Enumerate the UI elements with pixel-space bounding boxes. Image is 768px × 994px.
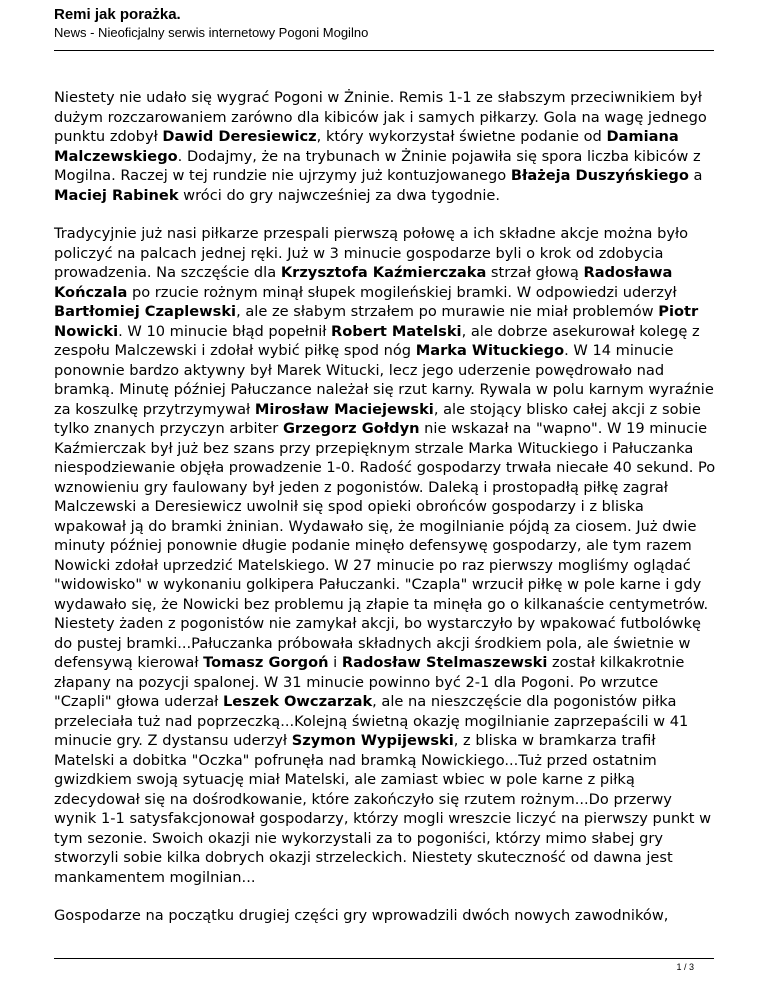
text-run: wróci do gry najwcześniej za dwa tygodnie. [178,186,501,204]
text-run: nie wskazał na "wapno". W 19 minucie Kaźmierczak był już bez szans przy przepięknym strzale Marka Wituckiego i Pałuczanka niespodziewanie objęła prowadzenie 1-0. Radość gospodarzy trwała niecałe 40 sekund. Po wznowieniu gry faulowany był jeden z pogonistów. Daleką i prostopadłą piłkę zagrał Malczewski a Deresiewicz uwolnił się spod opieki obrońców gospodarzy i z bliska wpakował ją do bramki żninian. Wydawało się, że mogilnianie pójdą za ciosem. Już dwie minuty później ponownie długie podanie minęło defensywę gospodarzy, ale tym razem Nowicki zdołał uprzedzić Matelskiego. W 27 minucie po raz pierwszy mogliśmy oglądać "widowisko" w wykonaniu golkipera Pałuczanki. "Czapla" wrzucił piłkę w pole karne i gdy wydawało się, że Nowicki bez problemu ją złapie ta minęła go o kilkanaście centymetrów. Niestety żaden z pogonistów nie zamykał akcji, bo wystarczyło by wpakować futbolówkę do pustej bramki...Pałuczanka próbowała składnych akcji środkiem pola, ale świetnie w defensywą kierował [54,420,716,671]
bold-name: Robert Matelski [331,322,462,340]
footer-divider [54,958,714,959]
document-title: Remi jak porażka. [54,6,181,23]
bold-name: Bartłomiej Czaplewski [54,303,237,320]
bold-name: Mirosław Maciejewski [254,400,434,418]
text-run: , który wykorzystał świetne podanie od [316,128,607,145]
bold-name: Szymon Wypijewski [291,732,454,749]
text-run: , ale ze słabym strzałem po murawie nie miał problemów [236,303,659,320]
bold-name: Radosława Kończala [54,264,673,301]
bold-name: Piotr Nowicki [54,303,699,340]
text-run: Gospodarze na początku drugiej części gry wprowadzili dwóch nowych zawodników, [54,907,669,924]
bold-name: Leszek Owczarzak [222,693,373,710]
document-header [54,6,714,41]
bold-name: Damiana Malczewskiego [54,128,679,165]
bold-name: Dawid Deresiewicz [162,128,317,145]
bold-name: Marka Wituckiego [415,342,565,359]
bold-name: Grzegorz Gołdyn [282,420,420,437]
text-run: , ale na nieszczęście dla pogonistów piłka przeleciała tuż nad poprzeczką...Kolejną świetną okazję mogilnianie zaprzepaścili w 41 minucie gry. Z dystansu uderzył [54,693,689,749]
text-run: , ale stojący blisko całej akcji z sobie tylko znanych przyczyn arbiter [54,400,701,437]
article-paragraph [54,224,716,887]
text-run: po rzucie rożnym minął słupek mogileńskiej bramki. W odpowiedzi uderzył [127,283,677,301]
text-run: . W 14 minucie ponownie bardzo aktywny był Marek Witucki, lecz jego uderzenie powędrowało nad bramką. Minutę później Pałuczance należał się rzut karny. Rywala w polu karnym wyraźnie za koszulkę przytrzymywał [54,342,714,418]
document-subtitle: News - Nieoficjalny serwis internetowy Pogoni Mogilno [54,25,369,40]
text-run: został kilkakrotnie złapany na pozycji spalonej. W 31 minucie powinno być 2-1 dla Pogoni. Po wrzutce "Czapli" głowa uderzał [54,654,685,710]
header-divider [54,50,714,51]
text-run: . W 10 minucie błąd popełnił [118,322,332,340]
article-body [54,88,716,945]
bold-name: Maciej Rabinek [54,186,179,204]
text-run: a [688,167,703,184]
text-run: , ale dobrze asekurował kolegę z zespołu Malczewski i zdołał wybić piłkę spod nóg [54,322,700,359]
bold-name: Radosław Stelmaszewski [341,654,548,671]
page-number: 1 / 3 [676,962,694,972]
article-paragraph [54,88,716,205]
text-run: , z bliska w bramkarza trafił Matelski a dobitka "Oczka" pofrunęła nad bramką Nowickiego...Tuż przed ostatnim gwizdkiem swoją sytuację miał Matelski, ale zamiast wbiec w pole karne z piłką zdecydował się na dośrodkowanie, które zakończyło się rzutem rożnym...Do przerwy wynik 1-1 satysfakcjonował gospodarzy, którzy mogli wreszcie liczyć na pierwszy punkt w tym sezonie. Swoich okazji nie wykorzystali za to pogoniści, którzy mimo słabej gry stworzyli sobie kilka dobrych okazji strzeleckich. Niestety skuteczność od dawna jest mankamentem mogilnian... [54,732,712,886]
article-paragraph [54,906,716,926]
text-run: strzał głową [486,264,584,281]
bold-name: Błażeja Duszyńskiego [510,167,689,184]
bold-name: Tomasz Gorgoń [203,654,329,671]
text-run: i [328,654,342,671]
text-run: Tradycyjnie już nasi piłkarze przespali pierwszą połowę a ich składne akcje można było policzyć na palcach jednej ręki. Już w 3 minucie gospodarze byli o krok od zdobycia prowadzenia. Na szczęście dla [54,225,689,281]
text-run: Niestety nie udało się wygrać Pogoni w Żninie. Remis 1-1 ze słabszym przeciwnikiem był dużym rozczarowaniem zarówno dla kibiców jak i samych piłkarzy. Gola na wagę jednego punktu zdobył [54,89,707,145]
text-run: . Dodajmy, że na trybunach w Żninie pojawiła się spora liczba kibiców z Mogilna. Raczej w tej rundzie nie ujrzymy już kontuzjowanego [54,147,701,184]
bold-name: Krzysztofa Kaźmierczaka [280,264,487,281]
